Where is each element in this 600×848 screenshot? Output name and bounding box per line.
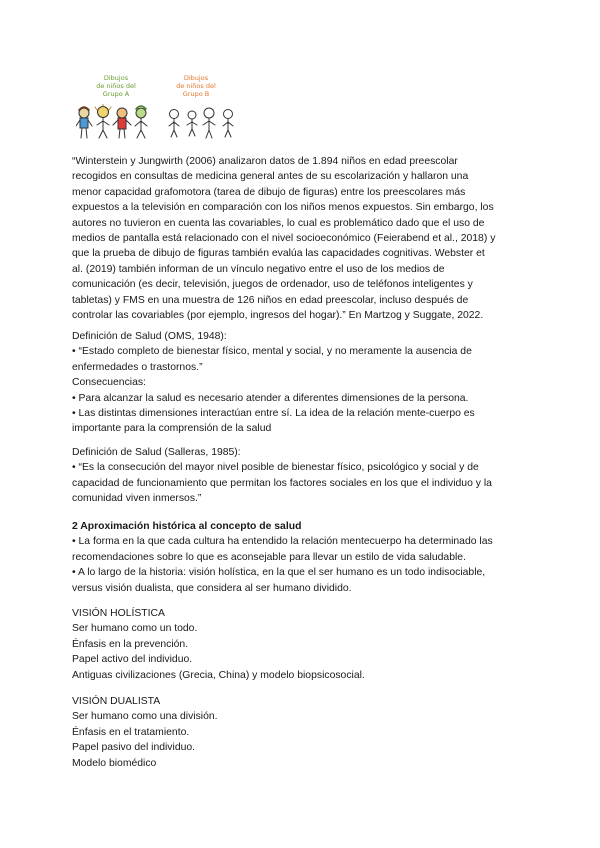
group-b-caption-line: Dibujos — [183, 74, 209, 82]
oms-line: enfermedades o trastornos.” — [72, 361, 203, 373]
holistic-line: Énfasis en la prevención. — [72, 638, 189, 650]
quote-line: comunicación (es decir, televisión, juegos de ordenador, uso de teléfonos inteligentes y — [72, 279, 473, 291]
section-2-line: recomendaciones sobre lo que es aconsejable para llevar un estilo de vida saludable. — [72, 551, 466, 563]
quote-line: autores no tuvieron en cuenta las covariables, lo cual es problemático dado que el uso de — [72, 217, 485, 229]
section-2-line: • La forma en la que cada cultura ha entendido la relación mentecuerpo ha determinado las — [72, 536, 493, 548]
group-a-caption — [80, 74, 152, 98]
holistic-line: Antiguas civilizaciones (Grecia, China) y modelo biopsicosocial. — [72, 669, 365, 681]
quote-paragraph — [72, 154, 532, 323]
holistic-heading: VISIÓN HOLÍSTICA — [72, 608, 165, 619]
salleras-line: Definición de Salud (Salleras, 1985): — [72, 447, 241, 458]
oms-line: • Para alcanzar la salud es necesario atender a diferentes dimensiones de la persona. — [72, 392, 469, 404]
oms-line: importante para la comprensión de la salud — [72, 423, 272, 435]
salleras-definition-section — [72, 445, 532, 507]
oms-line: Consecuencias: — [72, 377, 146, 389]
quote-line: al. (2019) también informan de un vínculo negativo entre el uso de los medios de — [72, 263, 445, 275]
quote-line: expuestos a la televisión en comparación con los niños menos expuestos. Sin embargo, los — [72, 202, 494, 214]
salleras-line: capacidad de funcionamiento que permitan los factores sociales en los que el individuo y la — [72, 477, 492, 489]
oms-line: • “Estado completo de bienestar físico, mental y social, y no meramente la ausencia de — [72, 346, 472, 358]
group-b-caption-line: de niños del — [176, 82, 216, 90]
dualist-line: Papel pasivo del individuo. — [72, 742, 196, 754]
group-a-drawing — [76, 104, 152, 144]
section-2-line: versus visión dualista, que considera al ser humano dividido. — [72, 582, 352, 594]
drawings-figure — [76, 74, 256, 146]
oms-line: • Las distintas dimensiones interactúan entre sí. La idea de la relación mente-cuerpo es — [72, 408, 475, 420]
holistic-line: Ser humano como un todo. — [72, 623, 198, 635]
dualist-vision-section — [72, 694, 532, 771]
section-2-heading: 2 Aproximación histórica al concepto de salud — [72, 521, 302, 532]
oms-line: Definición de Salud (OMS, 1948): — [72, 331, 227, 342]
section-2 — [72, 519, 532, 596]
dualist-line: Énfasis en el tratamiento. — [72, 726, 190, 738]
group-b-caption-line: Grupo B — [182, 90, 210, 98]
salleras-line: comunidad viven inmersos.” — [72, 493, 202, 505]
oms-definition-section — [72, 329, 532, 437]
group-a-caption-line: Grupo A — [102, 90, 130, 98]
quote-line: “Winterstein y Jungwirth (2006) analizaron datos de 1.894 niños en edad preescolar — [72, 156, 458, 167]
dualist-heading: VISIÓN DUALISTA — [72, 696, 161, 707]
quote-line: tabletas) y FMS en una muestra de 126 niños en edad preescolar, incluso después de — [72, 294, 469, 306]
section-2-line: • A lo largo de la historia: visión holística, en la que el ser humano es un todo indisociable, — [72, 567, 486, 579]
dualist-line: Ser humano como una división. — [72, 711, 218, 723]
quote-line: controlar las covariables (por ejemplo, ingresos del hogar).” En Martzog y Suggate, 2022. — [72, 310, 484, 322]
quote-line: medios de pantalla está relacionado con el nivel socioeconómico (Feierabend et al., 2018) y — [72, 233, 496, 245]
quote-line: menor capacidad grafomotora (tarea de dibujo de figuras) entre los preescolares más — [72, 186, 466, 198]
group-a-caption-line: de niños del — [96, 82, 136, 90]
group-b-caption — [160, 74, 232, 98]
salleras-line: • “Es la consecución del mayor nivel posible de bienestar físico, psicológico y social y de — [72, 462, 479, 474]
quote-line: que la prueba de dibujo de figuras también evalúa las capacidades cognitivas. Webster et — [72, 248, 485, 260]
quote-line: recogidos en consultas de medicina general antes de su escolarización y hallaron una — [72, 171, 469, 183]
dualist-line: Modelo biomédico — [72, 757, 157, 769]
group-a-caption-line: Dibujos — [103, 74, 129, 82]
holistic-vision-section — [72, 606, 532, 683]
group-b-drawing — [166, 104, 242, 144]
holistic-line: Papel activo del individuo. — [72, 654, 193, 666]
